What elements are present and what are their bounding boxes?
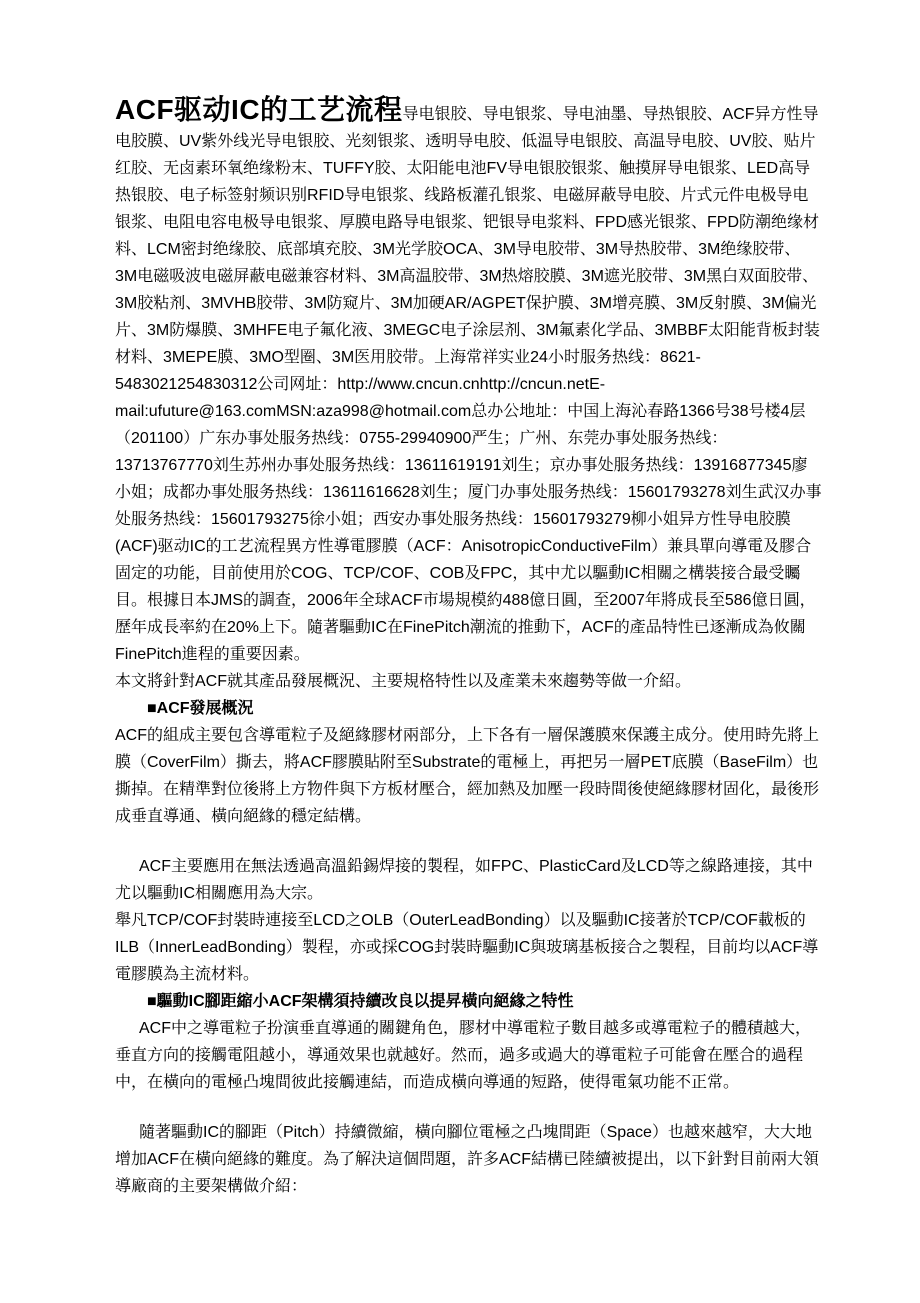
document-body	[115, 96, 822, 1200]
paragraph-conductive-particles: ACF中之導電粒子扮演垂直導通的關鍵角色，膠材中導電粒子數目越多或導電粒子的體積越大，垂直方向的接觸電阻越小，導通效果也就越好。然而，過多或過大的導電粒子可能會在壓合的過程中，在橫向的電極凸塊間彼此接觸連結，而造成橫向導通的短路，使得電氣功能不正常。	[115, 1020, 812, 1091]
section-heading-pitch-shrink: ■驅動IC腳距縮小ACF架構須持續改良以提昇橫向絕緣之特性	[147, 993, 574, 1010]
intro-note-paragraph: 本文將針對ACF就其產品發展概況、主要規格特性以及產業未來趨勢等做一介紹。	[115, 673, 692, 690]
paragraph-acf-composition: ACF的組成主要包含導電粒子及絕緣膠材兩部分，上下各有一層保護膜來保護主成分。使用時先將上膜（CoverFilm）撕去，將ACF膠膜貼附至Substrate的電極上，再把另一層PET底膜（BaseFilm）也撕掉。在精準對位後將上方物件與下方板材壓合，經加熱及加壓一段時間後使絕緣膠材固化，最後形成垂直導通、橫向絕緣的穩定結構。	[115, 727, 820, 825]
intro-text: 导电银胶、导电银浆、导电油墨、导热银胶、ACF异方性导电胶膜、UV紫外线光导电银胶、光刻银浆、透明导电胶、低温导电银胶、高温导电胶、UV胶、贴片红胶、无卤素环氧绝缘粉末、TUFFY胶、太阳能电池FV导电银胶银浆、触摸屏导电银浆、LED高导热银胶、电子标签射频识别RFID导电银浆、线路板灌孔银浆、电磁屏蔽导电胶、片式元件电极导电银浆、电阻电容电极导电银浆、厚膜电路导电银浆、钯银导电浆料、FPD感光银浆、FPD防潮绝缘材料、LCM密封绝缘胶、底部填充胶、3M光学胶OCA、3M导电胶带、3M导热胶带、3M绝缘胶带、3M电磁吸波电磁屏蔽电磁兼容材料、3M高温胶带、3M热熔胶膜、3M遮光胶带、3M黑白双面胶带、3M胶粘剂、3MVHB胶带、3M防窥片、3M加硬AR/AGPET保护膜、3M增亮膜、3M反射膜、3M偏光片、3M防爆膜、3MHFE电子氟化液、3MEGC电子涂层剂、3M氟素化学品、3MBBF太阳能背板封装材料、3MEPE膜、3MO型圈、3M医用胶带。上海常祥实业24小时服务热线：8621-5483021254830312公司网址：http://www.cncun.cnhttp://cncun.netE-mail:ufuture@163.comMSN:aza998@hotmail.com总办公地址：中国上海沁春路1366号38号楼4层（201100）广东办事处服务热线：0755-29940900严生；广州、东莞办事处服务热线：13713767770刘生苏州办事处服务热线：13611619191刘生；京办事处服务热线：13916877345廖小姐；成都办事处服务热线：13611616628刘生；厦门办事处服务热线：15601793278刘生武汉办事处服务热线：15601793275徐小姐；西安办事处服务热线：15601793279柳小姐异方性导电胶膜(ACF)驱动IC的工艺流程異方性導電膠膜（ACF：AnisotropicConductiveFilm）兼具單向導電及膠合固定的功能，目前使用於COG、TCP/COF、COB及FPC，其中尤以驅動IC相關之構裝接合最受矚目。根據日本JMS的調查，2006年全球ACF市場規模約488億日圓，至2007年將成長至586億日圓，歷年成長率約在20%上下。隨著驅動IC在FinePitch潮流的推動下，ACF的產品特性已逐漸成為攸關FinePitch進程的重要因素。	[115, 106, 822, 663]
paragraph-acf-bonding-processes: 舉凡TCP/COF封裝時連接至LCD之OLB（OuterLeadBonding）以及驅動IC接著於TCP/COF載板的ILB（InnerLeadBonding）製程，亦或採COG封裝時驅動IC與玻璃基板接合之製程，目前均以ACF導電膠膜為主流材料。	[115, 912, 819, 983]
paragraph-pitch-space-narrowing: 隨著驅動IC的腳距（Pitch）持續微縮，橫向腳位電極之凸塊間距（Space）也越來越窄，大大地增加ACF在橫向絕緣的難度。為了解決這個問題，許多ACF結構已陸續被提出，以下針對目前兩大領導廠商的主要架構做介紹：	[115, 1124, 820, 1195]
section-heading-acf-development: ■ACF發展概況	[147, 700, 254, 717]
paragraph-acf-applications: ACF主要應用在無法透過高溫鉛錫焊接的製程，如FPC、PlasticCard及LCD等之線路連接，其中尤以驅動IC相關應用為大宗。	[115, 858, 813, 902]
intro-paragraph	[115, 96, 822, 668]
document-title: ACF驱动IC的工艺流程	[115, 94, 403, 125]
